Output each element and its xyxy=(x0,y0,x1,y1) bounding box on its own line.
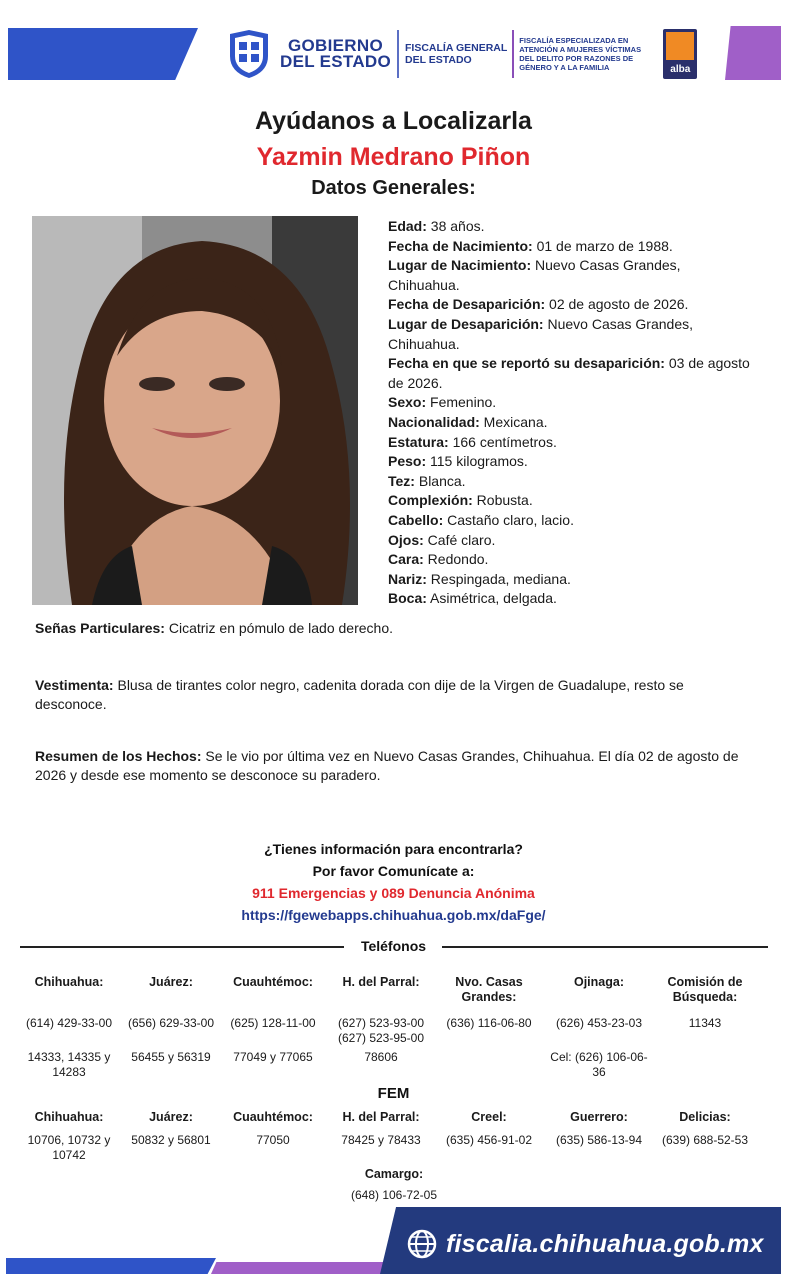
cta-link[interactable]: https://fgewebapps.chihuahua.gob.mx/daFge/ xyxy=(241,907,546,923)
fact-value: Asimétrica, delgada. xyxy=(426,590,557,607)
fact-value: Castaño claro, lacio. xyxy=(443,511,574,528)
telefonos-number: (625) 128-11-00 xyxy=(230,1016,316,1030)
fact-item xyxy=(388,237,754,257)
gobierno-line1: GOBIERNO xyxy=(288,36,383,55)
alba-logo-mark xyxy=(666,32,694,60)
gobierno-logo-text xyxy=(280,38,391,70)
fem-header: Guerrero: xyxy=(570,1110,628,1124)
person-photo xyxy=(32,216,358,605)
divider xyxy=(512,30,514,78)
header-logos xyxy=(226,24,697,84)
fem-header: Chihuahua: xyxy=(34,1110,104,1124)
fem-logo-text: FISCALÍA ESPECIALIZADA EN ATENCIÓN A MUJERES VÍCTIMAS DEL DELITO POR RAZONES DE GÉNERO Y A LA FAMILIA xyxy=(519,36,642,72)
person-name: Yazmin Medrano Piñon xyxy=(256,143,531,171)
alba-logo-word: alba xyxy=(670,64,691,75)
fem-header: H. del Parral: xyxy=(342,1110,420,1124)
section-title: Datos Generales: xyxy=(311,177,476,199)
fiscalia-line1: FISCALÍA GENERAL xyxy=(405,42,508,54)
telefonos-header: H. del Parral: xyxy=(342,975,420,989)
fact-item xyxy=(388,295,754,315)
fact-label: Tez: xyxy=(388,472,415,489)
resumen-label: Resumen de los Hechos: xyxy=(35,748,202,764)
fact-item xyxy=(388,393,754,413)
fact-value: 166 centímetros. xyxy=(448,433,557,450)
senas-particulares xyxy=(35,619,751,638)
fact-value: Nuevo Casas Grandes, Chihuahua. xyxy=(388,315,693,352)
fiscalia-line2: DEL ESTADO xyxy=(405,54,472,66)
fact-label: Ojos: xyxy=(388,531,424,548)
fact-item xyxy=(388,433,754,453)
fact-value: Nuevo Casas Grandes, Chihuahua. xyxy=(388,257,681,293)
gobierno-line2: DEL ESTADO xyxy=(280,52,391,71)
telefonos-header: Chihuahua: xyxy=(34,975,104,989)
telefonos-header: Nvo. Casas Grandes: xyxy=(455,975,523,1004)
fact-value: Respingada, mediana. xyxy=(426,570,571,587)
fem-number: 78425 y 78433 xyxy=(341,1133,421,1147)
fact-value: Blanca. xyxy=(414,472,466,489)
fem-number: 77050 xyxy=(256,1133,290,1147)
telefonos-number: (627) 523-93-00 (627) 523-95-00 xyxy=(337,1016,425,1045)
fem-number: (639) 688-52-53 xyxy=(661,1133,749,1147)
fact-item xyxy=(388,531,754,551)
fact-label: Cabello: xyxy=(388,511,444,528)
fact-label: Complexión: xyxy=(388,492,473,509)
telefonos-extension: 56455 y 56319 xyxy=(131,1050,211,1064)
fact-item xyxy=(388,217,754,237)
globe-icon xyxy=(406,1228,438,1260)
fact-item xyxy=(388,315,754,354)
fact-item xyxy=(388,511,754,531)
fact-item xyxy=(388,413,754,433)
fact-item xyxy=(388,589,754,609)
fact-label: Edad: xyxy=(388,218,427,234)
camargo-value: (648) 106-72-05 xyxy=(350,1188,438,1202)
fact-label: Cara: xyxy=(388,551,424,568)
poster xyxy=(6,6,781,1274)
fact-label: Nariz: xyxy=(388,570,427,587)
fact-label: Estatura: xyxy=(388,433,449,450)
fact-item xyxy=(388,472,754,492)
telefonos-title: Teléfonos xyxy=(360,938,427,954)
telefonos-header: Cuauhtémoc: xyxy=(233,975,313,989)
fact-label: Nacionalidad: xyxy=(388,413,480,430)
header-purple-band xyxy=(725,26,781,80)
header-blue-band xyxy=(8,28,198,80)
fact-label: Peso: xyxy=(388,453,427,470)
fem-header: Juárez: xyxy=(149,1110,193,1124)
fact-item xyxy=(388,550,754,570)
footer-blue-band xyxy=(6,1258,216,1274)
portrait-illustration xyxy=(32,216,358,605)
fact-item xyxy=(388,570,754,590)
fact-label: Lugar de Nacimiento: xyxy=(388,257,532,274)
telefonos-number: (614) 429-33-00 xyxy=(25,1016,113,1030)
telefonos-number: (656) 629-33-00 xyxy=(127,1016,215,1030)
fact-label: Sexo: xyxy=(388,394,427,411)
fact-value: Mexicana. xyxy=(479,413,548,430)
telefonos-number: 11343 xyxy=(688,1016,722,1030)
state-shield-icon xyxy=(226,28,272,80)
fem-number: (635) 456-91-02 xyxy=(445,1133,533,1147)
fact-value: 38 años. xyxy=(426,218,485,234)
fem-number: 50832 y 56801 xyxy=(131,1133,211,1147)
fact-value: Redondo. xyxy=(423,551,489,568)
telefonos-number: (636) 116-06-80 xyxy=(446,1016,532,1030)
telefonos-header: Comisión de Búsqueda: xyxy=(667,975,743,1004)
fiscalia-logo-text xyxy=(405,42,507,66)
telefonos-header: Juárez: xyxy=(149,975,193,989)
fem-header: Delicias: xyxy=(679,1110,731,1124)
resumen-value: Se le vio por última vez en Nuevo Casas Grandes, Chihuahua. El día 02 de agosto de 2026 y desde ese momento se desconoce su paradero. xyxy=(35,748,739,783)
footer-purple-band xyxy=(211,1262,391,1274)
vestimenta xyxy=(35,676,751,714)
fact-label: Fecha en que se reportó su desaparición: xyxy=(388,355,665,372)
fem-header: Cuauhtémoc: xyxy=(233,1110,313,1124)
telefonos-extension: 14333, 14335 y 14283 xyxy=(27,1050,111,1079)
fact-label: Fecha de Nacimiento: xyxy=(388,237,533,254)
fact-item xyxy=(388,491,754,511)
footer-website[interactable]: fiscalia.chihuahua.gob.mx xyxy=(446,1230,764,1258)
fact-label: Fecha de Desaparición: xyxy=(388,296,546,313)
vestimenta-value: Blusa de tirantes color negro, cadenita dorada con dije de la Virgen de Guadalupe, resto se desconoce. xyxy=(35,677,684,712)
fem-header: Creel: xyxy=(471,1110,507,1124)
telefonos-number: (626) 453-23-03 xyxy=(555,1016,643,1030)
cta-emergency: 911 Emergencias y 089 Denuncia Anónima xyxy=(252,885,535,901)
fact-value: Robusta. xyxy=(472,492,533,509)
telefonos-extension: 77049 y 77065 xyxy=(233,1050,313,1064)
fact-value: 01 de marzo de 1988. xyxy=(532,237,673,254)
general-data-list xyxy=(388,217,754,609)
fact-item xyxy=(388,256,754,295)
poster-title: Ayúdanos a Localizarla xyxy=(255,107,532,135)
senas-value: Cicatriz en pómulo de lado derecho. xyxy=(164,620,393,636)
resumen-hechos xyxy=(35,747,751,785)
fact-value: Café claro. xyxy=(423,531,496,548)
fact-value: 115 kilogramos. xyxy=(426,453,528,470)
fact-item xyxy=(388,354,754,393)
fact-item xyxy=(388,452,754,472)
telefonos-extension: 78606 xyxy=(364,1050,398,1064)
fem-number: (635) 586-13-94 xyxy=(555,1133,643,1147)
fem-title: FEM xyxy=(377,1085,410,1102)
cta-contact: Por favor Comunícate a: xyxy=(312,863,475,879)
fact-value: Femenino. xyxy=(426,394,497,411)
telefonos-extension: Cel: (626) 106-06-36 xyxy=(550,1050,648,1079)
cta-question: ¿Tienes información para encontrarla? xyxy=(264,841,523,857)
fact-value: 03 de agosto de 2026. xyxy=(388,355,750,391)
vestimenta-label: Vestimenta: xyxy=(35,677,114,693)
alba-logo xyxy=(663,29,697,79)
divider xyxy=(397,30,399,78)
fact-label: Lugar de Desaparición: xyxy=(388,315,544,332)
telefonos-header: Ojinaga: xyxy=(573,975,624,989)
fact-label: Boca: xyxy=(388,590,427,607)
senas-label: Señas Particulares: xyxy=(35,620,165,636)
fact-value: 02 de agosto de 2026. xyxy=(545,296,689,313)
camargo-label: Camargo: xyxy=(364,1167,424,1181)
fem-number: 10706, 10732 y 10742 xyxy=(27,1133,111,1162)
